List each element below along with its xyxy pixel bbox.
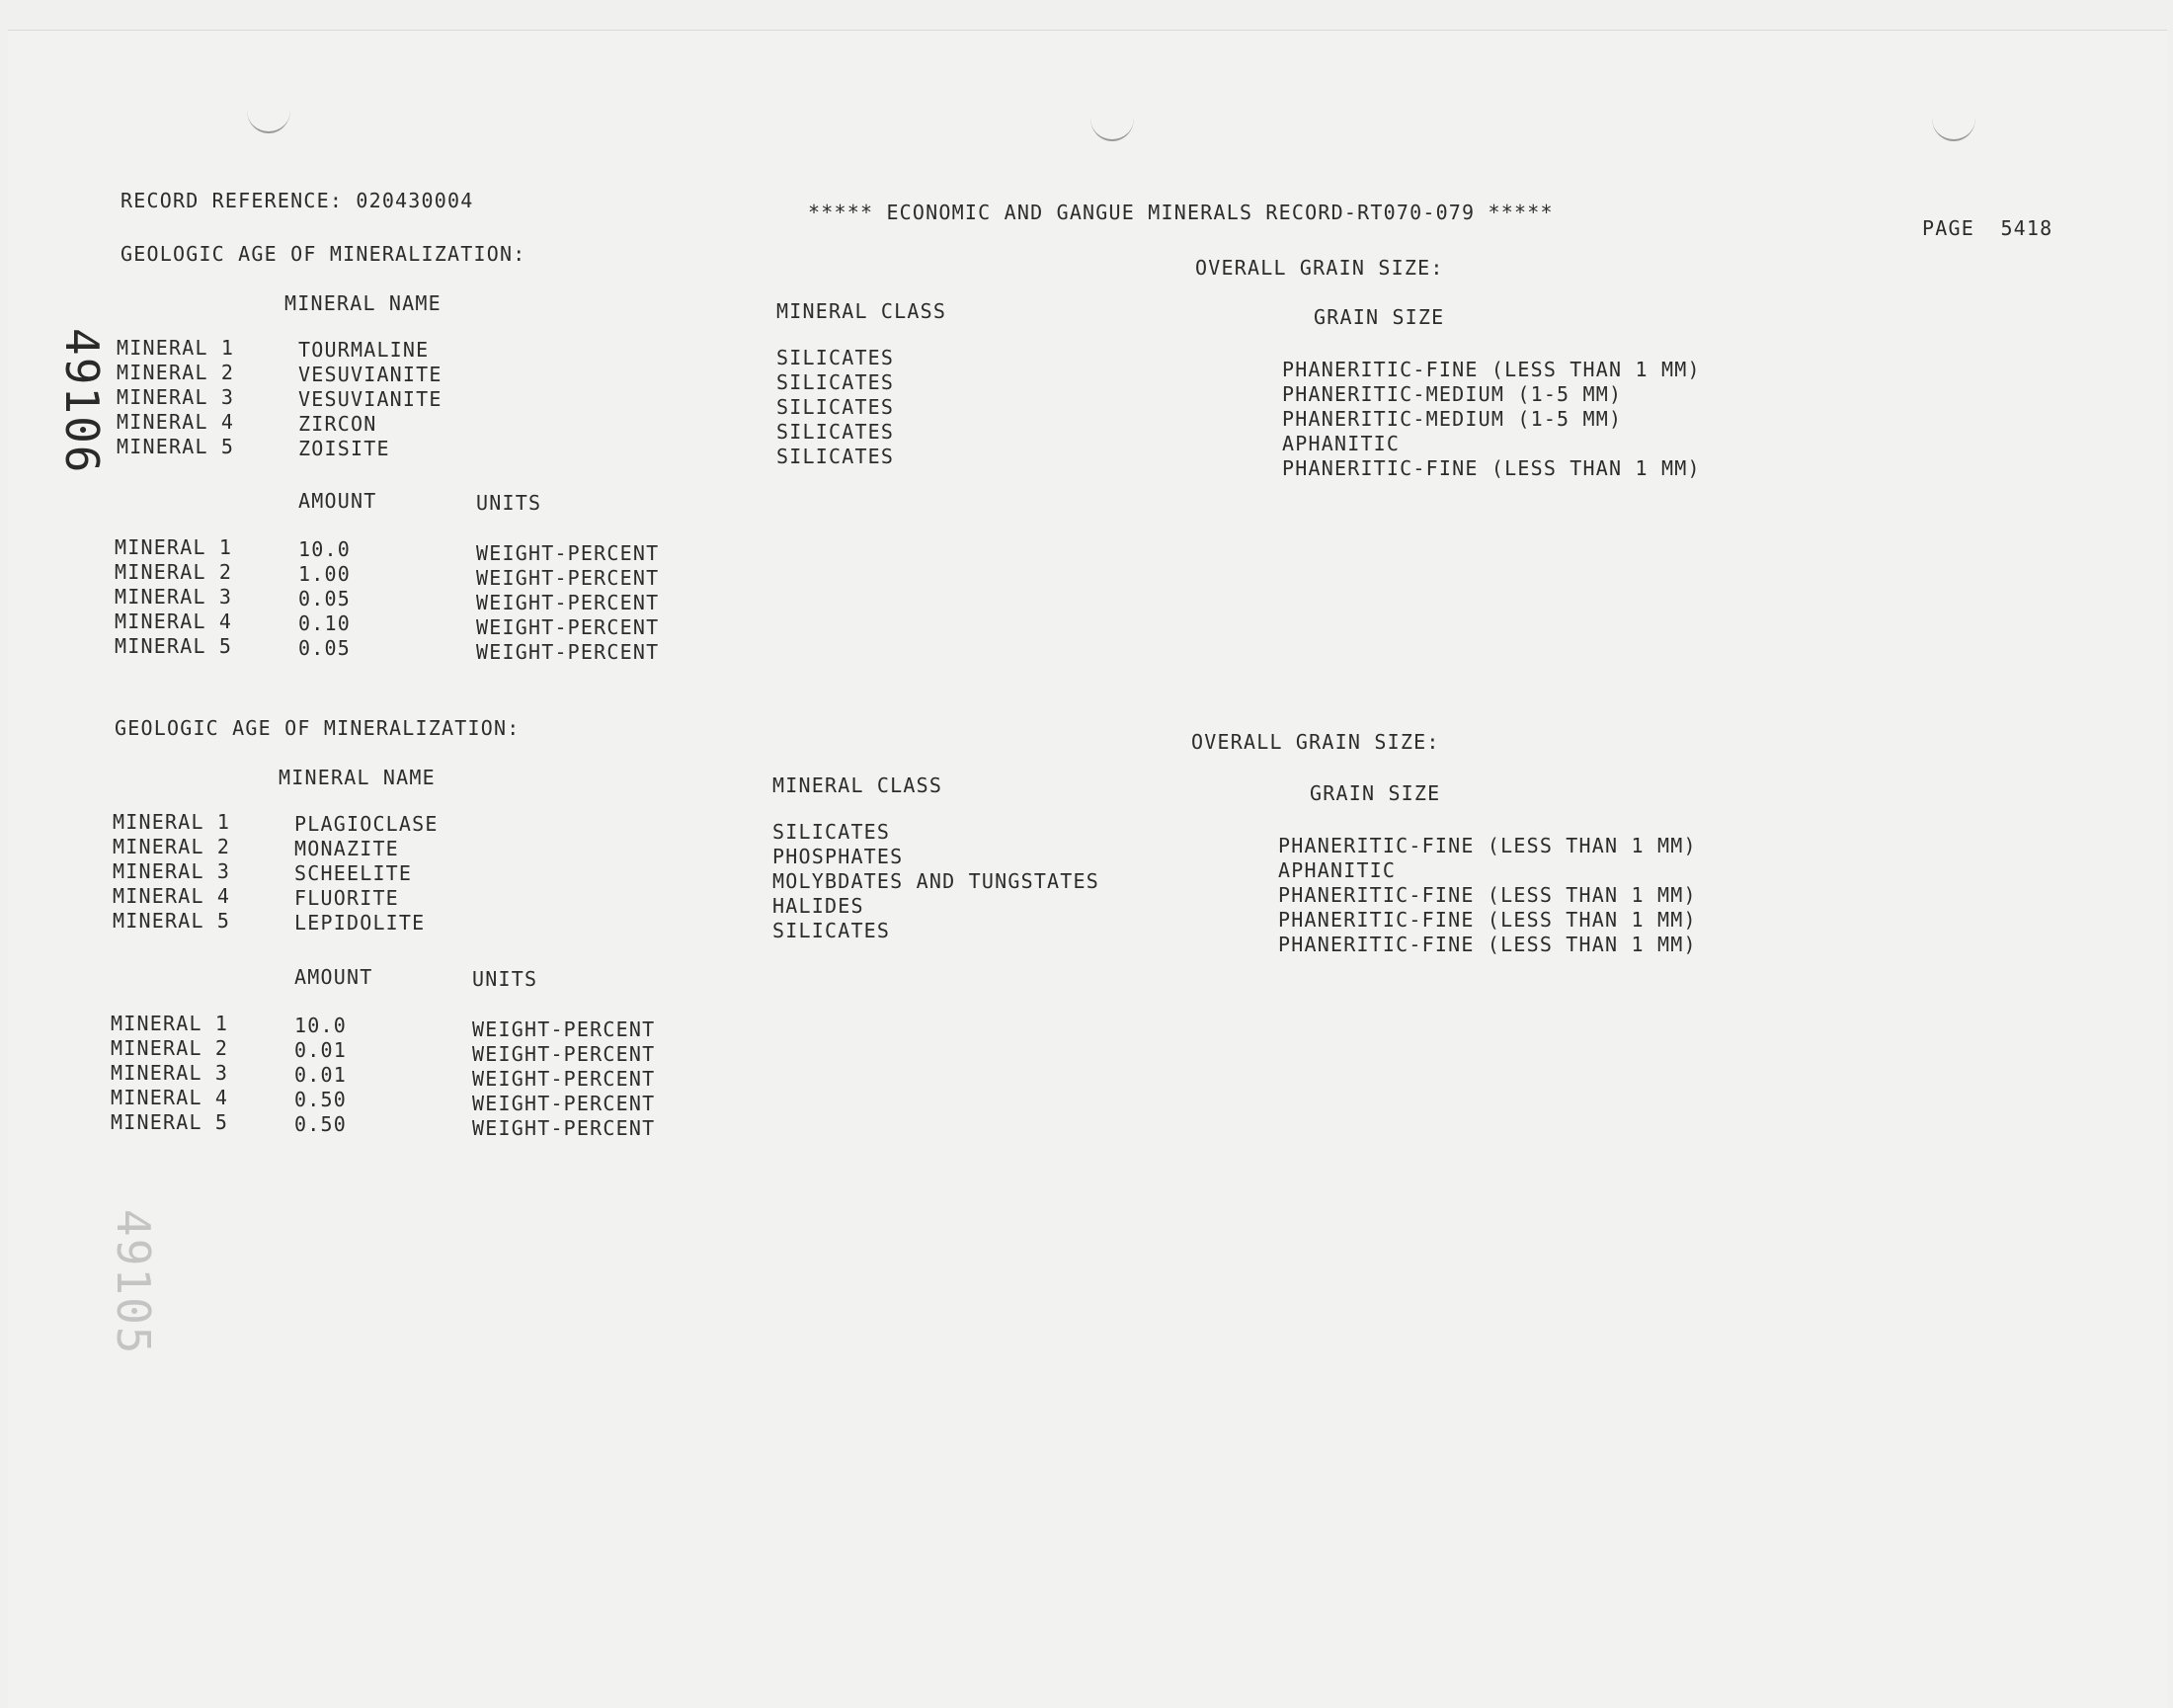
mineral-name: FLUORITE bbox=[294, 886, 399, 910]
mineral-label-column bbox=[117, 336, 234, 459]
mineral-label: MINERAL 5 bbox=[117, 435, 235, 458]
mineral-label: MINERAL 3 bbox=[115, 585, 233, 609]
mineral-units: WEIGHT-PERCENT bbox=[476, 541, 660, 565]
mineral-amount: 0.01 bbox=[294, 1063, 347, 1087]
grain-size: PHANERITIC-FINE (LESS THAN 1 MM) bbox=[1278, 883, 1697, 907]
mineral-class: SILICATES bbox=[776, 346, 895, 369]
mineral-amount: 0.10 bbox=[298, 611, 351, 635]
grain-size: PHANERITIC-FINE (LESS THAN 1 MM) bbox=[1278, 908, 1697, 932]
mineral-label: MINERAL 1 bbox=[113, 810, 231, 834]
mineral-label: MINERAL 3 bbox=[113, 859, 231, 883]
mineral-class: SILICATES bbox=[772, 919, 891, 942]
mineral-label: MINERAL 3 bbox=[111, 1061, 229, 1085]
amount-label-column bbox=[111, 1012, 228, 1135]
mineral-name-header: MINERAL NAME bbox=[284, 291, 442, 315]
mineral-class: PHOSPHATES bbox=[772, 845, 904, 868]
mineral-name: VESUVIANITE bbox=[298, 363, 443, 386]
mineral-amount: 0.05 bbox=[298, 636, 351, 660]
mineral-amount: 0.05 bbox=[298, 587, 351, 610]
side-stamp-faint-number: 49105 bbox=[107, 1209, 160, 1356]
mineral-units: WEIGHT-PERCENT bbox=[472, 1092, 656, 1115]
mineral-class: HALIDES bbox=[772, 894, 864, 918]
amount-column bbox=[298, 537, 351, 661]
geologic-age-label: GEOLOGIC AGE OF MINERALIZATION: bbox=[121, 242, 526, 266]
amount-header: AMOUNT bbox=[298, 489, 377, 513]
grain-size: PHANERITIC-FINE (LESS THAN 1 MM) bbox=[1282, 456, 1701, 480]
mineral-amount: 0.50 bbox=[294, 1112, 347, 1136]
units-column bbox=[472, 1017, 655, 1141]
mineral-class: SILICATES bbox=[772, 820, 891, 844]
mineral-amount: 10.0 bbox=[298, 537, 351, 561]
mineral-label: MINERAL 1 bbox=[115, 535, 233, 559]
mineral-units: WEIGHT-PERCENT bbox=[476, 640, 660, 664]
mineral-name: VESUVIANITE bbox=[298, 387, 443, 411]
grain-size-column bbox=[1282, 358, 1701, 481]
mineral-label: MINERAL 4 bbox=[111, 1086, 229, 1109]
mineral-class: SILICATES bbox=[776, 395, 895, 419]
record-title: ***** ECONOMIC AND GANGUE MINERALS RECORD-RT070-079 ***** bbox=[808, 201, 1554, 224]
mineral-class: SILICATES bbox=[776, 420, 895, 444]
mineral-name: TOURMALINE bbox=[298, 338, 430, 362]
units-header: UNITS bbox=[472, 967, 538, 991]
mineral-units: WEIGHT-PERCENT bbox=[472, 1116, 656, 1140]
mineral-class-column bbox=[772, 820, 1099, 943]
mineral-name: PLAGIOCLASE bbox=[294, 812, 439, 836]
punch-hole bbox=[247, 88, 290, 133]
grain-size: PHANERITIC-MEDIUM (1-5 MM) bbox=[1282, 382, 1623, 406]
grain-size-header: GRAIN SIZE bbox=[1310, 781, 1441, 805]
mineral-label: MINERAL 2 bbox=[113, 835, 231, 858]
mineral-name: ZIRCON bbox=[298, 412, 377, 436]
grain-size: PHANERITIC-FINE (LESS THAN 1 MM) bbox=[1278, 933, 1697, 956]
mineral-label-column bbox=[113, 810, 230, 934]
mineral-label: MINERAL 2 bbox=[115, 560, 233, 584]
grain-size: PHANERITIC-MEDIUM (1-5 MM) bbox=[1282, 407, 1623, 431]
mineral-label: MINERAL 1 bbox=[117, 336, 235, 360]
mineral-label: MINERAL 2 bbox=[117, 361, 235, 384]
units-column bbox=[476, 541, 659, 665]
units-header: UNITS bbox=[476, 491, 542, 515]
mineral-name-column bbox=[298, 338, 443, 461]
mineral-label: MINERAL 1 bbox=[111, 1012, 229, 1035]
mineral-label: MINERAL 2 bbox=[111, 1036, 229, 1060]
grain-size: PHANERITIC-FINE (LESS THAN 1 MM) bbox=[1278, 834, 1697, 857]
mineral-name: MONAZITE bbox=[294, 837, 399, 860]
mineral-units: WEIGHT-PERCENT bbox=[472, 1042, 656, 1066]
mineral-label: MINERAL 4 bbox=[113, 884, 231, 908]
grain-size: APHANITIC bbox=[1282, 432, 1401, 455]
mineral-label: MINERAL 5 bbox=[115, 634, 233, 658]
overall-grain-size-label: OVERALL GRAIN SIZE: bbox=[1195, 256, 1444, 280]
mineral-class: MOLYBDATES AND TUNGSTATES bbox=[772, 869, 1100, 893]
mineral-label: MINERAL 5 bbox=[113, 909, 231, 933]
mineral-class: SILICATES bbox=[776, 370, 895, 394]
mineral-amount: 1.00 bbox=[298, 562, 351, 586]
mineral-label: MINERAL 3 bbox=[117, 385, 235, 409]
grain-size-column bbox=[1278, 834, 1697, 957]
mineral-name: ZOISITE bbox=[298, 437, 390, 460]
mineral-label: MINERAL 4 bbox=[115, 610, 233, 633]
grain-size: APHANITIC bbox=[1278, 858, 1397, 882]
grain-size: PHANERITIC-FINE (LESS THAN 1 MM) bbox=[1282, 358, 1701, 381]
side-stamp-number: 49106 bbox=[55, 328, 109, 475]
mineral-name: LEPIDOLITE bbox=[294, 911, 426, 935]
mineral-name-header: MINERAL NAME bbox=[279, 766, 436, 789]
mineral-name: SCHEELITE bbox=[294, 861, 413, 885]
mineral-amount: 10.0 bbox=[294, 1014, 347, 1037]
punch-hole bbox=[1932, 96, 1975, 141]
punch-hole bbox=[1090, 96, 1134, 141]
overall-grain-size-label: OVERALL GRAIN SIZE: bbox=[1191, 730, 1440, 754]
mineral-units: WEIGHT-PERCENT bbox=[472, 1017, 656, 1041]
page-number: PAGE 5418 bbox=[1922, 216, 2053, 240]
mineral-units: WEIGHT-PERCENT bbox=[476, 566, 660, 590]
grain-size-header: GRAIN SIZE bbox=[1314, 305, 1445, 329]
mineral-units: WEIGHT-PERCENT bbox=[472, 1067, 656, 1091]
mineral-class-header: MINERAL CLASS bbox=[772, 773, 943, 797]
mineral-units: WEIGHT-PERCENT bbox=[476, 615, 660, 639]
mineral-name-column bbox=[294, 812, 439, 935]
mineral-amount: 0.01 bbox=[294, 1038, 347, 1062]
mineral-label: MINERAL 5 bbox=[111, 1110, 229, 1134]
mineral-class-column bbox=[776, 346, 894, 469]
geologic-age-label: GEOLOGIC AGE OF MINERALIZATION: bbox=[115, 716, 521, 740]
record-reference: RECORD REFERENCE: 020430004 bbox=[121, 189, 474, 212]
amount-header: AMOUNT bbox=[294, 965, 373, 989]
mineral-class-header: MINERAL CLASS bbox=[776, 299, 947, 323]
amount-label-column bbox=[115, 535, 232, 659]
mineral-amount: 0.50 bbox=[294, 1088, 347, 1111]
mineral-units: WEIGHT-PERCENT bbox=[476, 591, 660, 614]
amount-column bbox=[294, 1014, 347, 1137]
mineral-class: SILICATES bbox=[776, 445, 895, 468]
mineral-label: MINERAL 4 bbox=[117, 410, 235, 434]
